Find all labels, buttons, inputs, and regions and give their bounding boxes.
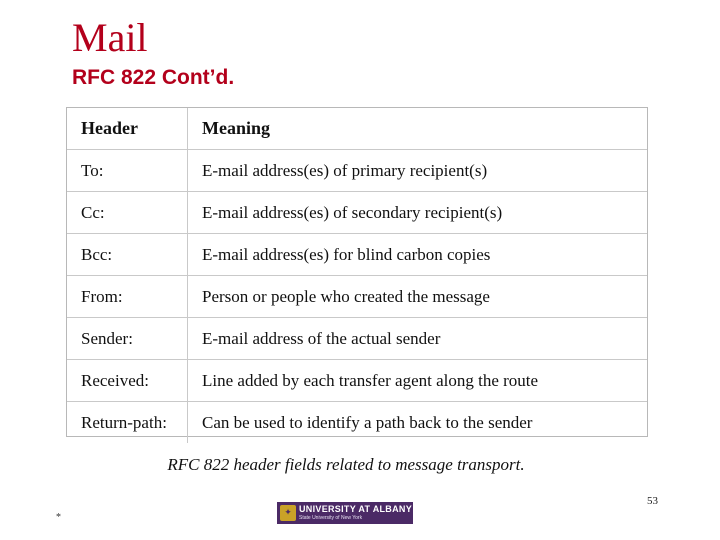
header-cell: Return-path:	[67, 402, 188, 444]
logo-text-block	[299, 505, 412, 521]
university-logo	[277, 502, 413, 524]
table-caption: RFC 822 header fields related to message transport.	[167, 455, 525, 474]
table-row	[67, 192, 647, 234]
header-cell: To:	[67, 150, 188, 192]
header-cell: Received:	[67, 360, 188, 402]
logo-subtext: State University of New York	[299, 515, 363, 521]
meaning-cell: Can be used to identify a path back to the sender	[202, 412, 533, 432]
meaning-cell: E-mail address(es) of primary recipient(s)	[188, 150, 648, 192]
table-row	[67, 150, 647, 192]
meaning-cell: Person or people who created the message	[188, 276, 648, 318]
header-cell: From:	[67, 276, 188, 318]
table-row	[67, 276, 647, 318]
seal-icon: ✦	[280, 505, 296, 521]
column-header-header: Header	[67, 108, 188, 150]
column-header-meaning: Meaning	[188, 108, 648, 150]
table-header-row	[67, 108, 647, 150]
header-fields-table	[66, 107, 648, 437]
header-cell: Sender:	[67, 318, 188, 360]
meaning-cell: E-mail address of the actual sender	[188, 318, 648, 360]
table-row	[67, 234, 647, 276]
header-cell: Cc:	[67, 192, 188, 234]
meaning-cell: E-mail address(es) of secondary recipient(s)	[188, 192, 648, 234]
table	[67, 108, 647, 443]
footer-asterisk: *	[56, 512, 61, 523]
header-cell: Bcc:	[67, 234, 188, 276]
table-row	[67, 318, 647, 360]
logo-name: UNIVERSITY AT ALBANY	[299, 504, 413, 514]
meaning-cell: E-mail address(es) for blind carbon copies	[188, 234, 648, 276]
slide-title: Mail	[72, 15, 148, 60]
table-row	[67, 360, 647, 402]
meaning-cell: Line added by each transfer agent along the route	[188, 360, 648, 402]
table-row	[67, 402, 647, 444]
slide-subtitle: RFC 822 Cont’d.	[72, 66, 235, 89]
page-number: 53	[647, 495, 658, 507]
